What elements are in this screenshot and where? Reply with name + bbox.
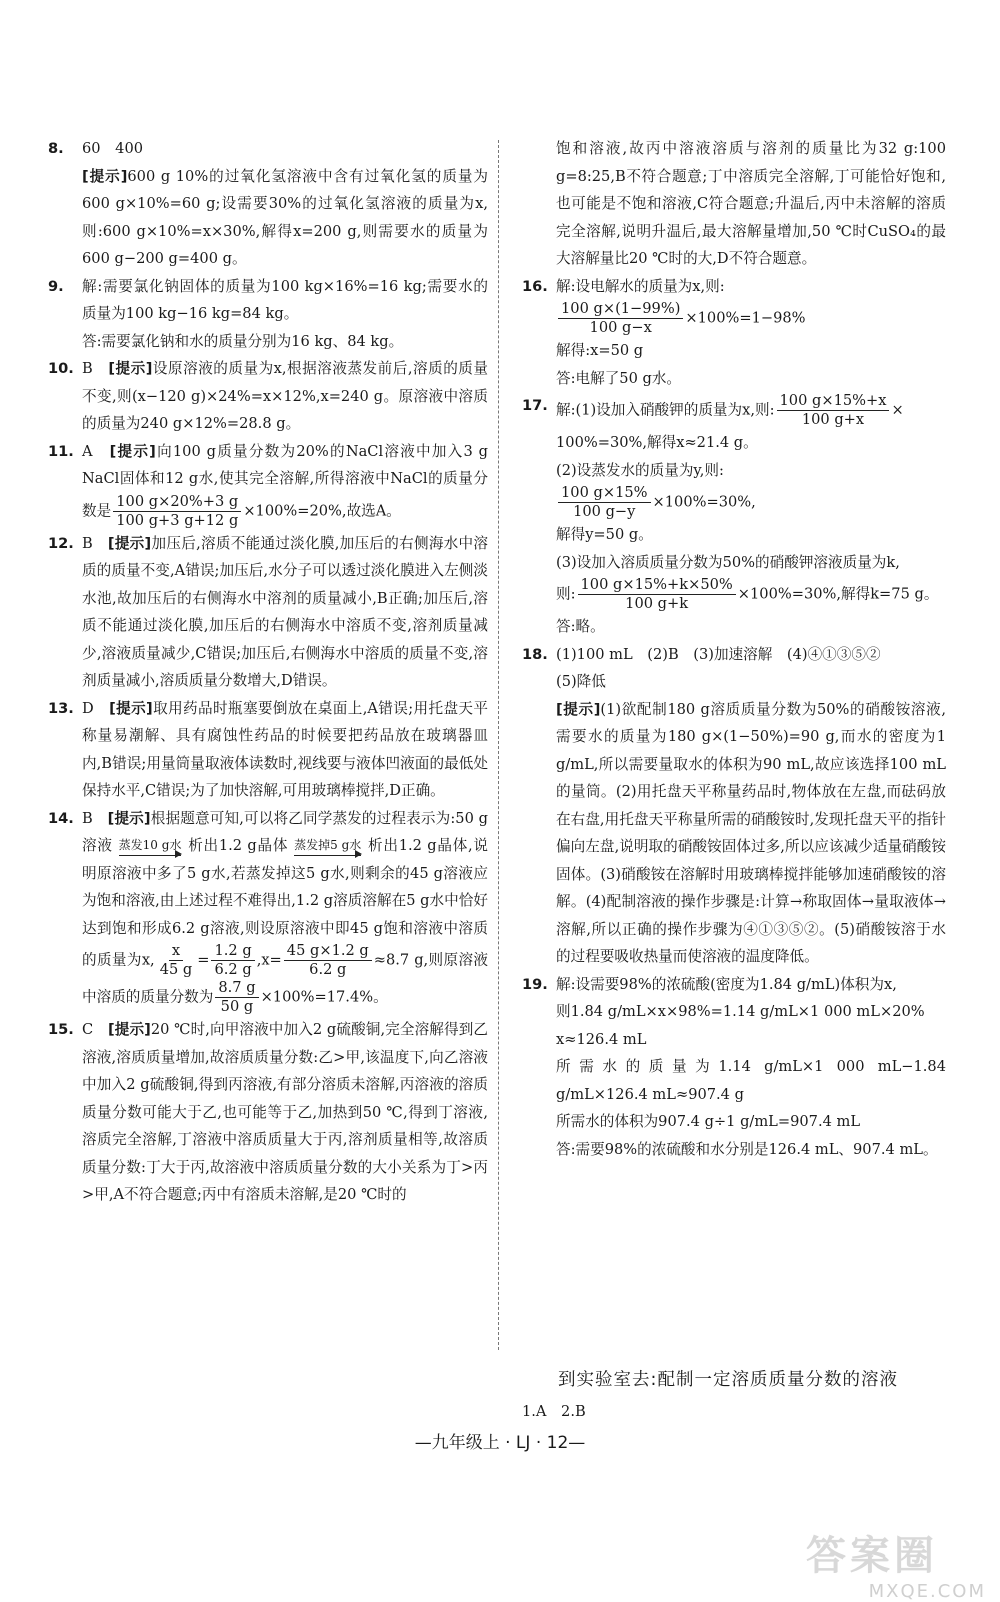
section-banner: 到实验室去:配制一定溶质质量分数的溶液 <box>558 1370 898 1390</box>
hint-text: 取用药品时瓶塞要倒放在桌面上,A错误;用托盘天平称量易潮解、具有腐蚀性药品的时候要把药品放在玻璃器皿内,B错误;用量筒量取液体读数时,视线要与液体凹液面的最低处保持水平,C错误;为了加快溶解,可用玻璃棒搅拌,D正确。 <box>82 699 488 799</box>
item-number: 16. <box>522 277 548 295</box>
item-answer: C <box>82 1021 94 1038</box>
item-12 <box>48 530 488 695</box>
fraction <box>558 300 683 337</box>
hint-label: [提示] <box>107 809 151 827</box>
solution-text: (2)设蒸发水的质量为y,则: <box>556 461 724 479</box>
item-13 <box>48 695 488 805</box>
hint-text: 向100 g质量分数为20%的NaCl溶液中加入3 g NaCl固体和12 g水,使其完全溶解,所得溶液中NaCl的质量分数是 <box>82 442 488 519</box>
solution-text: × <box>891 401 904 419</box>
hint-label: [提示] <box>109 699 153 717</box>
hint-text: ×100%=20%,故选A。 <box>243 502 401 519</box>
left-column <box>48 135 488 1209</box>
denominator: 45 g <box>159 961 193 978</box>
denominator: 100 g+3 g+12 g <box>116 511 239 529</box>
item-number: 12. <box>48 534 74 552</box>
fraction <box>558 484 651 521</box>
denominator: 6.2 g <box>214 961 252 978</box>
item-11 <box>48 438 488 530</box>
equals: = <box>197 951 210 969</box>
watermark-logo <box>806 1524 986 1602</box>
item-10 <box>48 355 488 438</box>
hint-label: [提示] <box>109 442 156 460</box>
item-17 <box>522 392 946 641</box>
process-arrow <box>119 837 182 856</box>
hint-text: ,x= <box>256 951 282 969</box>
hint-text: 加压后,溶质不能通过淡化膜,加压后的右侧海水中溶质的质量不变,A错误;加压后,水分子可以透过淡化膜进入左侧淡水池,故加压后的右侧海水中溶剂的质量减小,B正确;加压后,溶质不能通过淡化膜,加压后的右侧海水中溶质不变,溶剂质量减少,溶液质量减少,C错误;加压后,右侧海水中溶质的质量不变,溶剂质量减小,溶质质量分数增大,D错误。 <box>82 534 489 689</box>
hint-label: [提示] <box>82 167 128 185</box>
item-answer: 60 400 <box>82 140 144 157</box>
answer-text: 答:略。 <box>556 618 605 635</box>
item-15-continuation: 饱和溶液,故丙中溶液溶质与溶剂的质量比为32 g:100 g=8:25,B不符合题意;丁中溶质完全溶解,丁可能恰好饱和,也可能是不饱和溶液,C符合题意;升温后,丙中未溶解的溶质完全溶解,说明升温后,最大溶解量增加,50 ℃时CuSO₄的最大溶解量比20 ℃时的大,D不符合题意。 <box>556 140 946 267</box>
solution-text: 解得y=50 g。 <box>556 526 653 543</box>
hint-text: 析出1.2 g晶体,说明原溶液中多了5 g水,若蒸发掉这5 g水,则剩余的45 g溶液应为饱和溶液,由上述过程不难得出,1.2 g溶质溶解在5 g水中恰好达到饱和形成6.2 g溶液,则设原溶液中即45 g饱和溶液中溶质的质量为x, <box>82 837 488 969</box>
item-14 <box>48 805 488 1017</box>
item-number: 19. <box>522 975 548 993</box>
item-answer: B <box>82 360 93 377</box>
numerator: 1.2 g <box>211 942 254 961</box>
page-footer: —九年级上 · LJ · 12— <box>414 1433 586 1453</box>
solution-text: 解得:x=50 g <box>556 342 644 359</box>
solution-text: 则: <box>556 585 576 603</box>
solution-text: ×100%=30%,解得k=75 g。 <box>737 585 939 603</box>
fraction <box>215 979 258 1016</box>
hint-text: 设原溶液的质量为x,根据溶液蒸发前后,溶质的质量不变,则(x−120 g)×24%=x×12%,x=240 g。原溶液中溶质的质量为240 g×12%=28.8 g。 <box>82 360 488 432</box>
solution-text: 解:需要氯化钠固体的质量为100 kg×16%=16 kg;需要水的质量为100 kg−16 kg=84 kg。 <box>82 277 488 322</box>
solution-text: x≈126.4 mL <box>556 1030 647 1048</box>
fraction <box>113 493 241 530</box>
hint-label: [提示] <box>107 534 152 552</box>
solution-text: 解:设需要98%的浓硫酸(密度为1.84 g/mL)体积为x, <box>556 975 897 993</box>
numerator: 8.7 g <box>215 979 258 998</box>
item-number: 10. <box>48 360 74 377</box>
solution-text: 解:设电解水的质量为x,则: <box>556 277 725 295</box>
item-number: 13. <box>48 699 74 717</box>
solution-text: ×100%=1−98% <box>685 309 806 327</box>
numerator: x <box>169 942 183 961</box>
column-divider <box>498 140 499 1350</box>
item-number: 9. <box>48 277 64 295</box>
item-answer: (5)降低 <box>556 673 606 690</box>
hint-text: 600 g 10%的过氧化氢溶液中含有过氧化氢的质量为600 g×10%=60 g;设需要30%的过氧化氢溶液的质量为x,则:600 g×10%=x×30%,解得x=200 g,则需要水的质量为600 g−200 g=400 g。 <box>82 167 488 267</box>
item-15 <box>48 1016 488 1209</box>
item-16 <box>522 273 946 393</box>
solution-text: 所需水的质量为1.14 g/mL×1 000 mL−1.84 g/mL×126.4 mL≈907.4 g <box>556 1058 946 1103</box>
fraction <box>777 392 890 429</box>
watermark-url: MXQE.COM <box>868 1581 986 1602</box>
denominator: 50 g <box>220 998 254 1015</box>
hint-label: [提示] <box>108 360 153 377</box>
numerator: 100 g×20%+3 g <box>113 493 241 512</box>
item-answer: B <box>82 809 93 827</box>
solution-text: 解:(1)设加入硝酸钾的质量为x,则: <box>556 401 775 419</box>
denominator: 100 g−y <box>573 503 636 520</box>
fraction <box>157 942 196 979</box>
solution-text: (3)设加入溶质质量分数为50%的硝酸钾溶液质量为k, <box>556 553 900 571</box>
numerator: 100 g×15%+k×50% <box>578 576 736 595</box>
item-answer: (1)100 mL (2)B (3)加速溶解 (4)④①③⑤② <box>556 645 881 663</box>
hint-text: ×100%=17.4%。 <box>260 988 388 1006</box>
numerator: 100 g×15%+x <box>777 392 890 411</box>
item-answer: A <box>82 442 93 460</box>
item-19 <box>522 971 946 1164</box>
right-column <box>522 135 946 1163</box>
item-answer: B <box>82 534 93 552</box>
item-number: 18. <box>522 645 548 663</box>
hint-text: 根据题意可知,可以将乙同学蒸发的过程表示为:50 g溶液 <box>82 809 488 854</box>
answer-text: 答:电解了50 g水。 <box>556 369 682 387</box>
item-number: 14. <box>48 809 74 827</box>
hint-text: ≈8.7 g,则原溶液中溶质的质量分数为 <box>82 951 488 1006</box>
item-number: 17. <box>522 397 548 414</box>
answer-text: 答:需要氯化钠和水的质量分别为16 kg、84 kg。 <box>82 332 404 350</box>
process-arrow <box>294 837 361 856</box>
solution-text: 则1.84 g/mL×x×98%=1.14 g/mL×1 000 mL×20% <box>556 1003 925 1020</box>
item-number: 8. <box>48 140 64 157</box>
item-number: 11. <box>48 442 74 460</box>
item-18 <box>522 641 946 971</box>
fraction <box>578 576 736 613</box>
denominator: 100 g+x <box>801 411 865 428</box>
fraction <box>284 942 372 979</box>
numerator: 100 g×(1−99%) <box>558 300 683 319</box>
arrow-label: 蒸发10 g水 <box>118 837 182 852</box>
hint-text: 析出1.2 g晶体 <box>187 837 289 854</box>
hint-label: [提示] <box>107 1021 151 1038</box>
numerator: 100 g×15% <box>558 484 651 503</box>
answer-text: 答:需要98%的浓硫酸和水分别是126.4 mL、907.4 mL。 <box>556 1140 938 1158</box>
item-8 <box>48 135 488 273</box>
hint-text: (1)欲配制180 g溶质质量分数为50%的硝酸铵溶液,需要水的质量为180 g×(1−50%)=90 g,而水的密度为1 g/mL,所以需要量取水的体积为90 mL,故应该选择100 mL的量筒。(2)用托盘天平称量药品时,物体放在左盘,而砝码放在右盘,用托盘天平称量所需的硝酸铵时,发现托盘天平的指针偏向左盘,说明取的硝酸铵固体过多,所以应该减少适量硝酸铵固体。(3)硝酸铵在溶解时用玻璃棒搅拌能够加速硝酸铵的溶解。(4)配制溶液的操作步骤是:计算→称取固体→量取液体→溶解,所以正确的操作步骤为④①③⑤②。(5)硝酸铵溶于水的过程要吸收热量而使溶液的温度降低。 <box>556 700 946 965</box>
numerator: 45 g×1.2 g <box>284 942 372 961</box>
item-answer: D <box>82 699 94 717</box>
solution-text: 100%=30%,解得x≈21.4 g。 <box>556 434 758 451</box>
banner-answers: 1.A 2.B <box>522 1403 586 1420</box>
denominator: 6.2 g <box>309 961 347 978</box>
arrow-label: 蒸发掉5 g水 <box>294 837 362 852</box>
denominator: 100 g+k <box>625 595 689 612</box>
solution-text: 所需水的体积为907.4 g÷1 g/mL=907.4 mL <box>556 1113 861 1130</box>
watermark-text: 答案圈 <box>806 1533 938 1579</box>
hint-label: [提示] <box>556 700 601 718</box>
item-9 <box>48 273 488 356</box>
denominator: 100 g−x <box>589 319 652 336</box>
fraction <box>211 942 254 979</box>
item-number: 15. <box>48 1021 74 1038</box>
hint-text: 20 ℃时,向甲溶液中加入2 g硫酸铜,完全溶解得到乙溶液,溶质质量增加,故溶质质量分数:乙>甲,该温度下,向乙溶液中加入2 g硫酸铜,得到丙溶液,有部分溶质未溶解,丙溶液的溶质质量分数可能大于乙,也可能等于乙,加热到50 ℃,得到丁溶液,溶质完全溶解,丁溶液中溶质质量大于丙,溶剂质量相等,故溶质质量分数:丁大于丙,故溶液中溶质质量分数的大小关系为丁>丙>甲,A不符合题意;丙中有溶质未溶解,是20 ℃时的 <box>82 1021 488 1203</box>
solution-text: ×100%=30%, <box>652 493 756 511</box>
